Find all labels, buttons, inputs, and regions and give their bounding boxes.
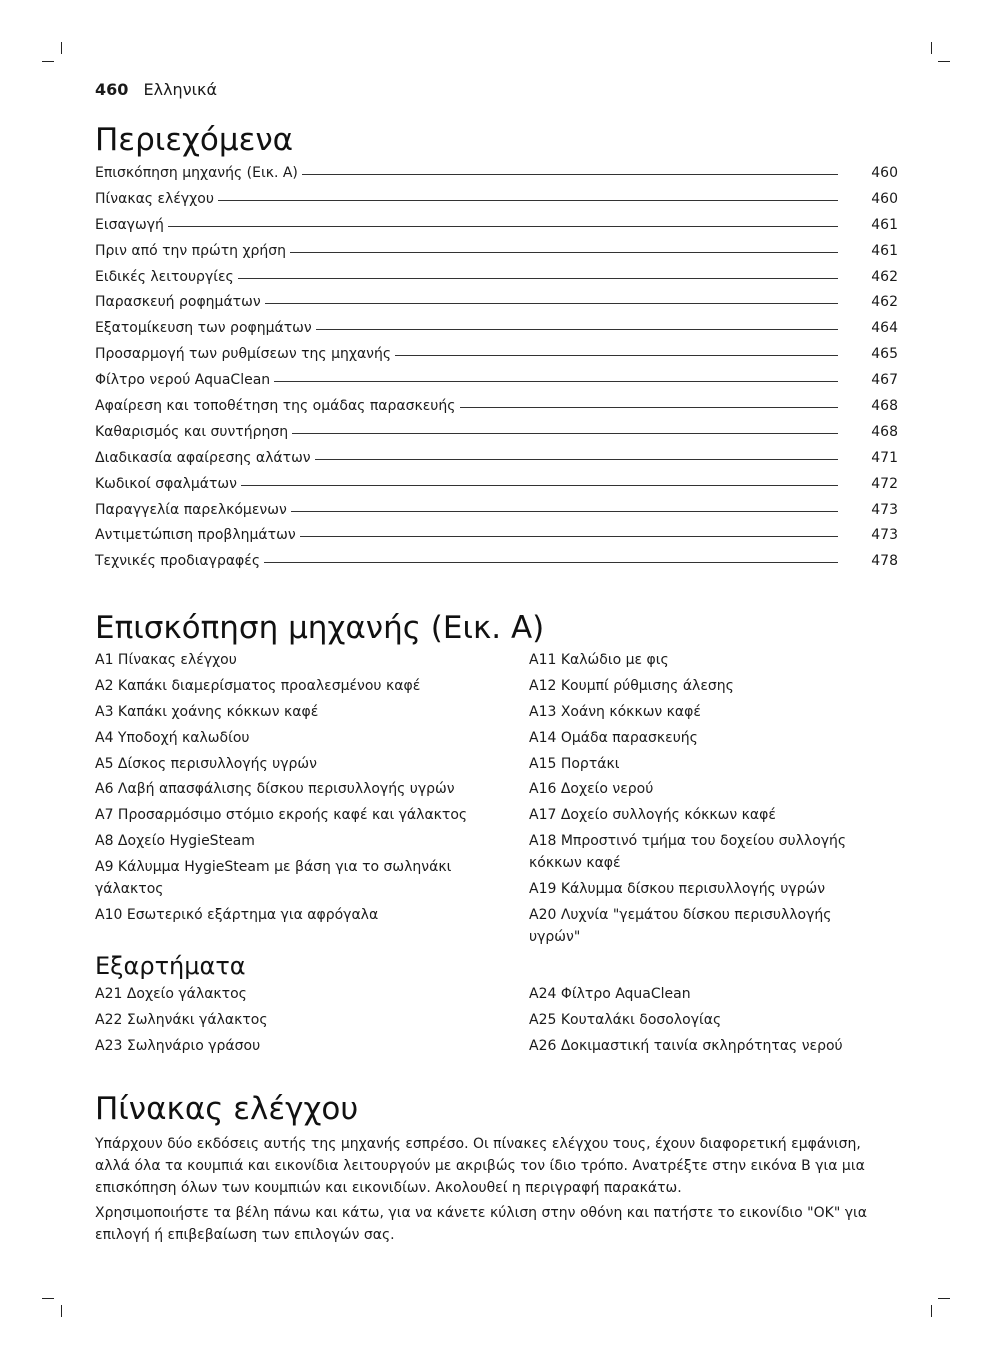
toc-leader-line xyxy=(291,511,838,512)
toc-entry[interactable] xyxy=(95,422,898,448)
table-of-contents xyxy=(95,163,898,577)
toc-entry[interactable] xyxy=(95,500,898,526)
part-item: A20 Λυχνία "γεμάτου δίσκου περισυλλογής υγρών" xyxy=(529,907,832,946)
toc-leader-line xyxy=(460,407,839,408)
toc-entry-page: 461 xyxy=(871,242,898,259)
toc-entry[interactable] xyxy=(95,370,898,396)
crop-mark xyxy=(42,1298,54,1299)
part-item: A26 Δοκιμαστική ταινία σκληρότητας νερού xyxy=(529,1037,843,1054)
toc-entry-title: Πίνακας ελέγχου xyxy=(95,190,214,207)
crop-mark xyxy=(42,61,54,62)
part-item: A14 Ομάδα παρασκευής xyxy=(529,729,698,746)
toc-leader-line xyxy=(241,485,838,486)
part-item: A17 Δοχείο συλλογής κόκκων καφέ xyxy=(529,807,776,824)
toc-entry-title: Αντιμετώπιση προβλημάτων xyxy=(95,527,296,544)
part-item: A21 Δοχείο γάλακτος xyxy=(95,986,247,1002)
toc-leader-line xyxy=(395,355,838,356)
toc-leader-line xyxy=(292,433,838,434)
overview-list xyxy=(95,649,898,952)
accessories-left-column xyxy=(95,983,529,1061)
part-item: A6 Λαβή απασφάλισης δίσκου περισυλλογής υγρών xyxy=(95,781,455,798)
accessories-list xyxy=(95,983,898,1061)
toc-entry-title: Τεχνικές προδιαγραφές xyxy=(95,553,261,570)
toc-leader-line xyxy=(265,303,838,304)
toc-leader-line xyxy=(302,174,838,175)
toc-entry[interactable] xyxy=(95,292,898,318)
toc-leader-line xyxy=(168,226,838,227)
part-item: A13 Χοάνη κόκκων καφέ xyxy=(529,703,701,720)
control-panel-paragraph: Χρησιμοποιήστε τα βέλη πάνω και κάτω, για να κάνετε κύλιση στην οθόνη και πατήστε το εικονίδιο "OK" για επιλογή ή επιβεβαίωση των επιλογών σας. xyxy=(95,1205,867,1243)
part-item: A15 Πορτάκι xyxy=(529,755,620,772)
toc-entry-page: 460 xyxy=(871,165,898,181)
page-number: 460 xyxy=(95,80,129,99)
language-label: Ελληνικά xyxy=(143,80,218,99)
toc-entry-page: 468 xyxy=(871,423,898,440)
toc-entry[interactable] xyxy=(95,396,898,422)
toc-leader-line xyxy=(238,278,838,279)
part-item: A1 Πίνακας ελέγχου xyxy=(95,652,237,668)
part-item: A23 Σωληνάριο γράσου xyxy=(95,1037,261,1054)
toc-leader-line xyxy=(274,381,838,382)
part-item: A19 Κάλυμμα δίσκου περισυλλογής υγρών xyxy=(529,881,826,898)
toc-entry-title: Πριν από την πρώτη χρήση xyxy=(95,242,287,259)
toc-entry-title: Παρασκευή ροφημάτων xyxy=(95,294,261,311)
part-item: A24 Φίλτρο AquaClean xyxy=(529,986,691,1002)
part-item: A2 Καπάκι διαμερίσματος προαλεσμένου καφέ xyxy=(95,677,421,694)
toc-entry-title: Προσαρμογή των ρυθμίσεων της μηχανής xyxy=(95,346,392,363)
crop-mark xyxy=(938,61,950,62)
toc-entry[interactable] xyxy=(95,241,898,267)
page-header xyxy=(95,80,217,99)
part-item: A22 Σωληνάκι γάλακτος xyxy=(95,1011,268,1028)
control-panel-title: Πίνακας ελέγχου xyxy=(95,1091,359,1127)
part-item: A7 Προσαρμόσιμο στόμιο εκροής καφέ και γάλακτος xyxy=(95,807,468,824)
part-item: A18 Μπροστινό τμήμα του δοχείου συλλογής κόκκων καφέ xyxy=(529,833,847,872)
toc-entry-title: Καθαρισμός και συντήρηση xyxy=(95,423,289,440)
overview-right-column xyxy=(529,649,898,952)
toc-title: Περιεχόμενα xyxy=(95,122,294,158)
part-item: A4 Υποδοχή καλωδίου xyxy=(95,729,250,746)
toc-entry-page: 462 xyxy=(871,294,898,311)
toc-entry-page: 464 xyxy=(871,320,898,337)
toc-leader-line xyxy=(315,459,838,460)
toc-entry-page: 465 xyxy=(871,346,898,363)
part-item: A25 Κουταλάκι δοσολογίας xyxy=(529,1011,722,1028)
toc-leader-line xyxy=(290,252,838,253)
toc-entry-page: 473 xyxy=(871,501,898,518)
accessories-right-column xyxy=(529,983,898,1061)
toc-entry-title: Ειδικές λειτουργίες xyxy=(95,268,234,285)
toc-entry[interactable] xyxy=(95,267,898,293)
toc-entry-page: 467 xyxy=(871,372,898,389)
part-item: A9 Κάλυμμα HygieSteam με βάση για το σωληνάκι γάλακτος xyxy=(95,859,452,898)
toc-entry[interactable] xyxy=(95,318,898,344)
toc-entry[interactable] xyxy=(95,344,898,370)
crop-mark xyxy=(938,1298,950,1299)
part-item: A5 Δίσκος περισυλλογής υγρών xyxy=(95,755,317,772)
toc-entry-title: Εισαγωγή xyxy=(95,216,164,233)
toc-entry-page: 462 xyxy=(871,268,898,285)
crop-mark xyxy=(61,1305,62,1317)
toc-entry-title: Κωδικοί σφαλμάτων xyxy=(95,475,237,492)
part-item: A11 Καλώδιο με φις xyxy=(529,652,669,668)
accessories-title: Εξαρτήματα xyxy=(95,952,246,980)
toc-entry-title: Παραγγελία παρελκόμενων xyxy=(95,501,287,518)
toc-entry-page: 460 xyxy=(871,190,898,207)
toc-leader-line xyxy=(218,200,838,201)
toc-entry[interactable] xyxy=(95,474,898,500)
toc-entry-page: 472 xyxy=(871,475,898,492)
part-item: A3 Καπάκι χοάνης κόκκων καφέ xyxy=(95,703,319,720)
part-item: A12 Κουμπί ρύθμισης άλεσης xyxy=(529,677,734,694)
crop-mark xyxy=(61,42,62,54)
toc-entry[interactable] xyxy=(95,525,898,551)
toc-entry[interactable] xyxy=(95,189,898,215)
control-panel-paragraph: Υπάρχουν δύο εκδόσεις αυτής της μηχανής εσπρέσο. Οι πίνακες ελέγχου τους, έχουν διαφορετική εμφάνιση, αλλά όλα τα κουμπιά και εικονίδια λειτουργούν με ακριβώς τον ίδιο τρόπο. Ανατρέξτε στην εικόνα B για μια επισκόπηση όλων των κουμπιών και εικονιδίων. Ακολουθεί η περιγραφή παρακάτω. xyxy=(95,1136,865,1196)
toc-entry-title: Αφαίρεση και τοποθέτηση της ομάδας παρασκευής xyxy=(95,398,456,415)
overview-title: Επισκόπηση μηχανής (Εικ. A) xyxy=(95,610,545,646)
toc-entry-title: Διαδικασία αφαίρεσης αλάτων xyxy=(95,449,311,466)
toc-leader-line xyxy=(316,329,838,330)
part-item: A16 Δοχείο νερού xyxy=(529,781,654,798)
toc-entry-page: 473 xyxy=(871,527,898,544)
toc-leader-line xyxy=(264,562,838,563)
toc-entry-title: Εξατομίκευση των ροφημάτων xyxy=(95,320,312,337)
toc-entry[interactable] xyxy=(95,551,898,577)
toc-entry-title: Φίλτρο νερού AquaClean xyxy=(95,372,271,389)
toc-entry[interactable] xyxy=(95,163,898,189)
toc-entry-page: 461 xyxy=(871,216,898,233)
toc-entry-page: 478 xyxy=(871,553,898,570)
toc-entry-page: 468 xyxy=(871,398,898,415)
toc-leader-line xyxy=(300,536,838,537)
toc-entry[interactable] xyxy=(95,448,898,474)
overview-left-column xyxy=(95,649,529,952)
toc-entry-title: Επισκόπηση μηχανής (Εικ. A) xyxy=(95,165,298,181)
toc-entry-page: 471 xyxy=(871,449,898,466)
crop-mark xyxy=(931,42,932,54)
part-item: A8 Δοχείο HygieSteam xyxy=(95,833,255,850)
toc-entry[interactable] xyxy=(95,215,898,241)
crop-mark xyxy=(931,1305,932,1317)
part-item: A10 Εσωτερικό εξάρτημα για αφρόγαλα xyxy=(95,907,379,924)
